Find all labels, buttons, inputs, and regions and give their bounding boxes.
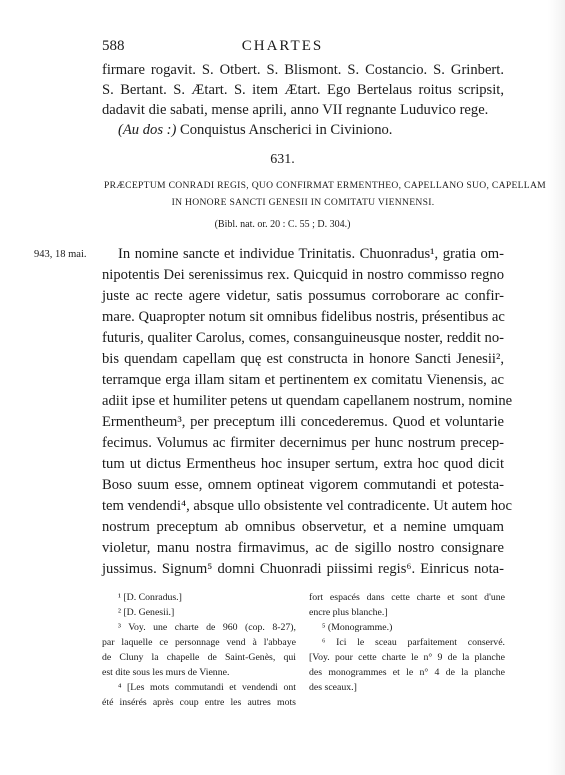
charter-body-line: Ermentheum³, per preceptum illi concederemus. Quod et voluntarie xyxy=(102,414,504,430)
footnote-6-cont: des monogrammes et le n° 4 de la planche xyxy=(309,667,505,678)
charter-body-line: tum ut dictus Ermentheus hoc insuper sertum, extra hoc quod dicit xyxy=(102,456,504,472)
charter-body-line: In nomine sancte et individue Trinitatis. Chuonradus¹, gratia om- xyxy=(118,246,504,262)
footnote-1: ¹ [D. Conradus.] xyxy=(118,592,182,603)
footnote-4-cont: encre plus blanche.] xyxy=(309,607,388,618)
charter-body-line: violetur, manu nostra firmavimus, ac de sigillo nostro consignare xyxy=(102,540,504,556)
previous-charter-line: dadavit die sabati, mense aprili, anno VII regnante Luduvico rege. xyxy=(102,102,489,118)
footnote-4: ⁴ [Les mots commutandi et vendendi ont xyxy=(118,682,296,693)
charter-body-line: adiit ipse et humiliter petens ut quendam capellanem nostrum, nomine xyxy=(102,393,513,409)
charter-body-line: futuris, qualiter Carolus, comes, consanguineusque noster, reddit no- xyxy=(102,330,504,346)
previous-charter-line: S. Bertant. S. Ætart. S. item Ætart. Ego Bertelaus roitus scripsit, xyxy=(102,82,504,98)
page-number: 588 xyxy=(102,38,125,54)
footnote-3-cont: est dite sous les murs de Vienne. xyxy=(102,667,230,678)
dorse-note xyxy=(118,120,392,140)
charter-body-line: jussimus. Signum⁵ domni Chuonradi piissimi regis⁶. Einricus nota- xyxy=(102,561,504,577)
charter-title-line: PRÆCEPTUM CONRADI REGIS, QUO CONFIRMAT ERMENTHEO, CAPELLANO SUO, CAPELLAM xyxy=(104,180,547,191)
charter-body-line: nostrum preceptum ab omnibus observetur, et a nemine umquam xyxy=(102,519,504,535)
margin-date: 943, 18 mai. xyxy=(34,249,87,260)
charter-source: (Bibl. nat. or. 20 : C. 55 ; D. 304.) xyxy=(214,219,351,230)
footnote-3-cont: par laquelle ce personnage vend à l'abbaye xyxy=(102,637,296,648)
footnote-6: ⁶ Ici le sceau parfaitement conservé. xyxy=(322,637,505,648)
previous-charter-line: firmare rogavit. S. Otbert. S. Blismont. S. Costancio. S. Grinbert. xyxy=(102,62,504,78)
footnote-6-cont: des sceaux.] xyxy=(309,682,357,693)
charter-number: 631. xyxy=(270,152,295,167)
charter-body-line: nipotentis Dei serenissimus rex. Quicquid in nostro commisso regno xyxy=(102,267,504,283)
footnote-4-cont: été insérés après coup entre les autres mots xyxy=(102,697,296,708)
charter-body-line: juste ac recte agere videtur, satis possumus corroborare ac confir- xyxy=(102,288,504,304)
charter-body-line: terramque erga illam sitam et pertinentem ex comitatu Vienensis, ac xyxy=(102,372,504,388)
charter-title-line: IN HONORE SANCTI GENESII IN COMITATU VIENNENSI. xyxy=(171,197,435,208)
footnote-2: ² [D. Genesii.] xyxy=(118,607,175,618)
footnote-4-cont: fort espacés dans cette charte et sont d'une xyxy=(309,592,505,603)
charter-body-line: tem vendendi⁴, absque ullo obsistente vel contradicente. Ut autem hoc xyxy=(102,498,512,514)
charter-body-line: fecimus. Volumus ac firmiter decernimus per hunc nostrum precep- xyxy=(102,435,504,451)
running-head: CHARTES xyxy=(241,38,324,54)
footnote-5: ⁵ (Monogramme.) xyxy=(322,622,393,633)
footnote-3-cont: de Cluny la chapelle de Saint-Genès, qui xyxy=(102,652,296,663)
dorse-label: (Au dos :) xyxy=(118,122,177,138)
footnote-3: ³ Voy. une charte de 960 (cop. 8-27), xyxy=(118,622,296,633)
footnote-6-cont: [Voy. pour cette charte le n° 9 de la planche xyxy=(309,652,505,663)
charter-body-line: mare. Quapropter notum sit omnibus fidelibus nostris, présentibus ac xyxy=(102,309,505,325)
charter-body-line: Boso suum esse, omnem optineat vigorem commutandi et potesta- xyxy=(102,477,504,493)
page-edge-shadow xyxy=(548,0,565,775)
dorse-text: Conquistus Anscherici in Civiniono. xyxy=(180,122,393,138)
charter-body-line: bis quendam capellam quę est constructa in honore Sancti Jenesii², xyxy=(102,351,504,367)
